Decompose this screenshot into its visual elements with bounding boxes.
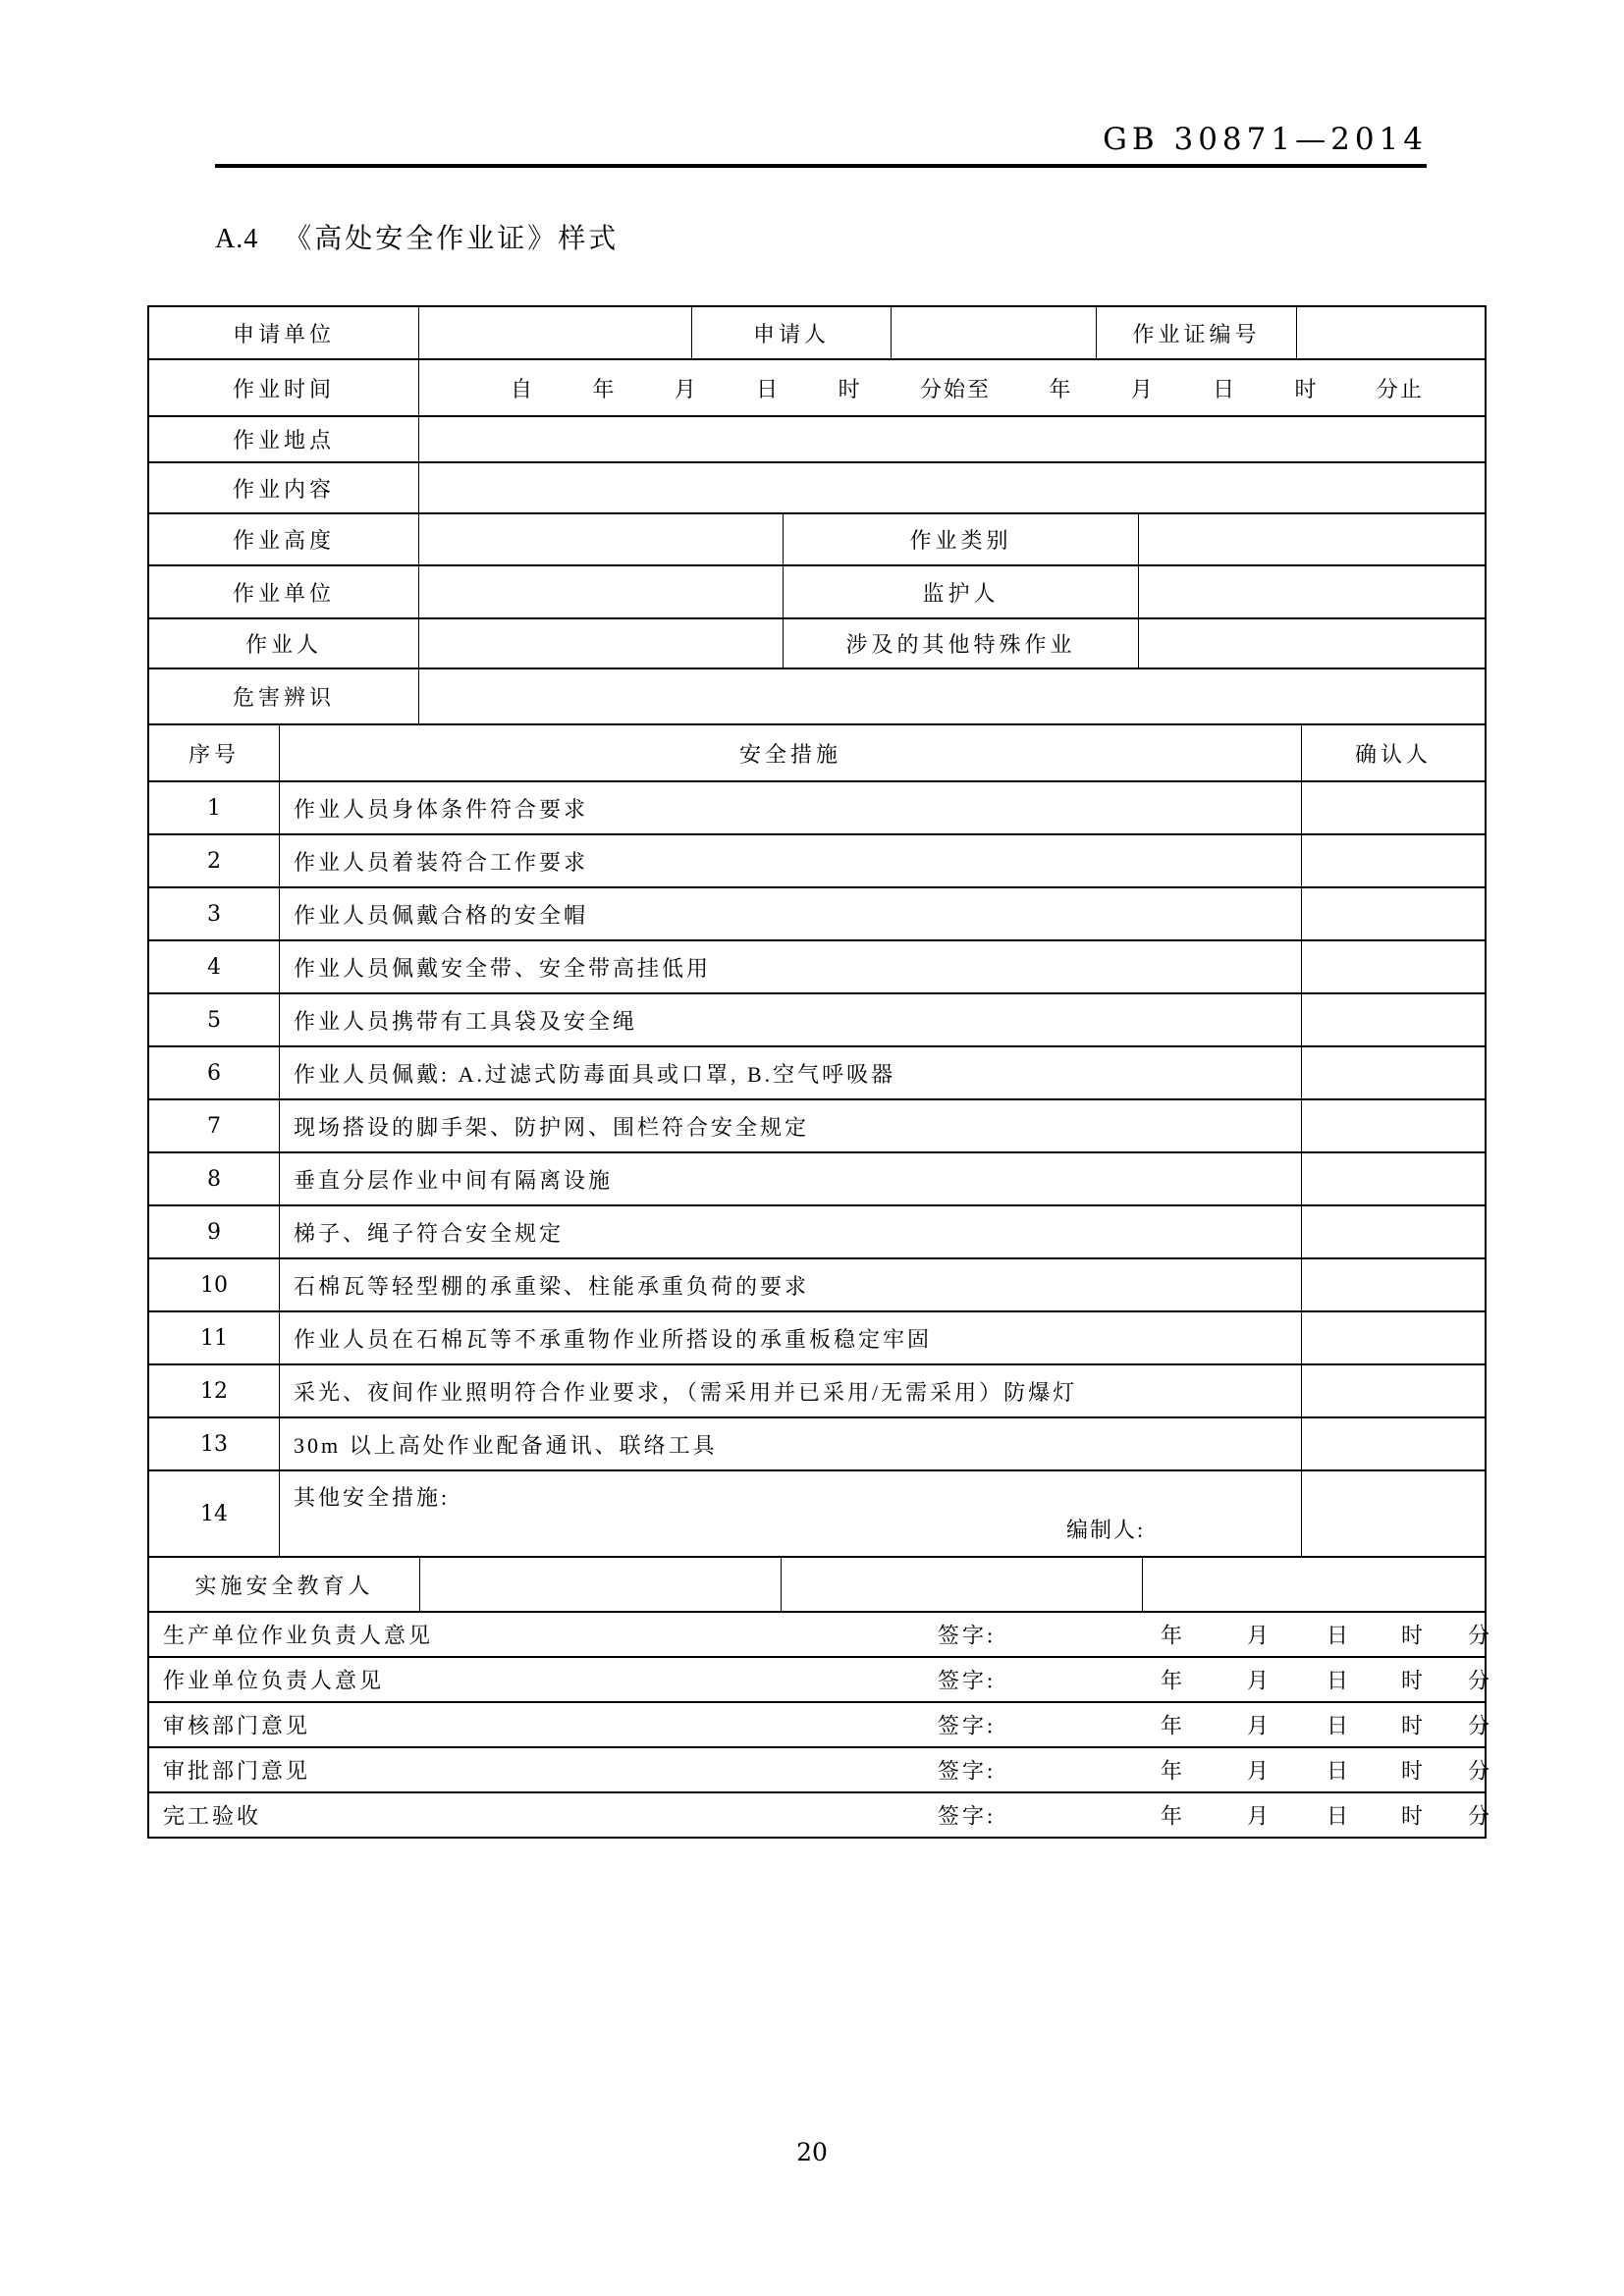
measure-row: [149, 939, 1485, 992]
applicant-label: 申请人: [691, 307, 891, 358]
measure-no: 4: [207, 954, 221, 980]
measure-confirm-cell: [1301, 835, 1485, 886]
date-part-minute: 分: [1468, 1668, 1493, 1693]
signoff-label: 审核部门意见: [163, 1713, 311, 1738]
measure-no: 3: [207, 901, 221, 927]
signoff-row: [149, 1611, 1493, 1656]
measure-row: [149, 1310, 1485, 1363]
date-part-month: 月: [1247, 1758, 1272, 1784]
section-title: [215, 217, 619, 256]
measure-row: [149, 1257, 1485, 1310]
signature-label: 签字:: [938, 1668, 997, 1693]
date-part-year: 年: [1161, 1668, 1186, 1693]
time-part: 月: [674, 376, 698, 401]
signoff-row: [149, 1656, 1493, 1701]
time-part: 时: [1294, 376, 1319, 401]
worker-value-cell: [418, 619, 783, 667]
safety-educator-value-cell: [781, 1558, 1142, 1611]
measure-row: [149, 1363, 1485, 1416]
row-work-unit: [149, 564, 1485, 617]
measure-confirm-cell: [1301, 1047, 1485, 1098]
signoff-label: 完工验收: [163, 1803, 262, 1829]
time-part: 日: [756, 376, 781, 401]
time-part: 分止: [1376, 376, 1424, 401]
date-part-month: 月: [1247, 1668, 1272, 1693]
measure-confirm-cell: [1301, 994, 1485, 1045]
signature-label: 签字:: [938, 1758, 997, 1784]
date-part-hour: 时: [1401, 1713, 1427, 1738]
time-part: 年: [592, 376, 617, 401]
worker-label: 作业人: [244, 632, 322, 657]
date-part-month: 月: [1247, 1713, 1272, 1738]
hazard-value-cell: [418, 669, 1485, 723]
date-part-hour: 时: [1401, 1623, 1427, 1648]
row-work-place: [149, 415, 1485, 461]
permit-form-table: [147, 305, 1493, 1839]
signoff-row: [149, 1791, 1493, 1837]
measure-text: 作业人员佩戴安全带、安全带高挂低用: [279, 941, 1301, 992]
measure-no: 5: [207, 1007, 221, 1033]
measure-no: 13: [200, 1431, 228, 1457]
signature-label: 签字:: [938, 1803, 997, 1829]
measure-no: 7: [207, 1113, 221, 1139]
measure-text: 垂直分层作业中间有隔离设施: [279, 1153, 1301, 1204]
measure-confirm-cell: [1301, 1206, 1485, 1257]
measure-confirm-cell: [1301, 1153, 1485, 1204]
measure-confirm-cell: [1301, 1418, 1485, 1469]
measure-text: 作业人员佩戴合格的安全帽: [279, 888, 1301, 939]
signoff-row: [149, 1746, 1493, 1791]
measure-row-other: [149, 1469, 1485, 1556]
work-place-value-cell: [418, 417, 1485, 461]
date-part-day: 日: [1326, 1803, 1352, 1829]
standard-number: GB 30871—2014: [1103, 122, 1428, 157]
signoff-label: 作业单位负责人意见: [163, 1668, 385, 1693]
date-part-day: 日: [1326, 1758, 1352, 1784]
guardian-label: 监护人: [783, 566, 1138, 617]
work-unit-label: 作业单位: [232, 580, 335, 606]
other-measures-label: 其他安全措施:: [294, 1485, 451, 1510]
signoff-row: [149, 1701, 1493, 1746]
work-unit-value-cell: [418, 566, 783, 617]
date-part-hour: 时: [1401, 1668, 1427, 1693]
work-time-label: 作业时间: [232, 376, 335, 401]
date-part-minute: 分: [1468, 1803, 1493, 1829]
measure-row: [149, 1045, 1485, 1098]
date-part-year: 年: [1161, 1713, 1186, 1738]
hazard-label: 危害辨识: [232, 685, 335, 710]
compiler-label: 编制人:: [1066, 1518, 1146, 1542]
header-rule: [215, 164, 1427, 168]
date-part-month: 月: [1247, 1803, 1272, 1829]
measure-no: 6: [207, 1060, 221, 1086]
section-number: A.4: [215, 224, 259, 254]
signoff-label: 审批部门意见: [163, 1758, 311, 1784]
col-no-header: 序号: [188, 741, 240, 767]
measure-row: [149, 1151, 1485, 1204]
date-part-day: 日: [1326, 1668, 1352, 1693]
time-part: 日: [1213, 376, 1237, 401]
work-place-label: 作业地点: [232, 428, 335, 453]
measure-text: 现场搭设的脚手架、防护网、围栏符合安全规定: [279, 1100, 1301, 1151]
safety-educator-value-cell: [419, 1558, 781, 1611]
date-part-year: 年: [1161, 1803, 1186, 1829]
work-content-label: 作业内容: [232, 476, 335, 502]
measure-row: [149, 992, 1485, 1045]
measure-text: 采光、夜间作业照明符合作业要求，（需采用并已采用/无需采用）防爆灯: [279, 1365, 1301, 1416]
measure-confirm-cell: [1301, 1312, 1485, 1363]
row-work-content: [149, 461, 1485, 512]
measure-text: 作业人员携带有工具袋及安全绳: [279, 994, 1301, 1045]
measure-confirm-cell: [1301, 888, 1485, 939]
measure-text: 石棉瓦等轻型棚的承重梁、柱能承重负荷的要求: [279, 1259, 1301, 1310]
permit-no-value-cell: [1296, 307, 1485, 358]
measure-no: 1: [207, 795, 221, 821]
other-measures-cell: [279, 1471, 1301, 1556]
measure-confirm-cell: [1301, 1100, 1485, 1151]
measure-confirm-cell: [1301, 1471, 1485, 1556]
measure-no: 10: [200, 1272, 228, 1298]
measure-row: [149, 1204, 1485, 1257]
date-part-year: 年: [1161, 1758, 1186, 1784]
measure-row: [149, 1098, 1485, 1151]
apply-unit-label: 申请单位: [232, 321, 335, 347]
row-worker: [149, 617, 1485, 667]
date-part-minute: 分: [1468, 1713, 1493, 1738]
work-category-value-cell: [1138, 514, 1485, 564]
measure-text: 30m 以上高处作业配备通讯、联络工具: [279, 1418, 1301, 1469]
date-part-minute: 分: [1468, 1758, 1493, 1784]
signoff-label: 生产单位作业负责人意见: [163, 1623, 434, 1648]
time-part: 月: [1130, 376, 1155, 401]
work-content-value-cell: [418, 463, 1485, 512]
row-safety-educator: [149, 1556, 1485, 1611]
other-special-work-value-cell: [1138, 619, 1485, 667]
measure-confirm-cell: [1301, 782, 1485, 833]
row-work-time: [149, 358, 1485, 415]
safety-educator-label: 实施安全教育人: [194, 1573, 374, 1598]
measure-row: [149, 886, 1485, 939]
row-apply: [149, 307, 1485, 358]
apply-unit-value-cell: [418, 307, 691, 358]
measure-no: 14: [200, 1501, 228, 1526]
row-work-height: [149, 512, 1485, 564]
measure-confirm-cell: [1301, 1259, 1485, 1310]
col-measure-header: 安全措施: [279, 725, 1301, 780]
time-part: 年: [1049, 376, 1073, 401]
col-confirmer-header: 确认人: [1301, 725, 1485, 780]
work-height-value-cell: [418, 514, 783, 564]
time-part: 分始至: [919, 376, 991, 401]
date-part-day: 日: [1326, 1713, 1352, 1738]
signature-label: 签字:: [938, 1713, 997, 1738]
date-part-hour: 时: [1401, 1803, 1427, 1829]
measure-text: 梯子、绳子符合安全规定: [279, 1206, 1301, 1257]
signature-label: 签字:: [938, 1623, 997, 1648]
time-part: 自: [511, 376, 535, 401]
measures-header-row: [149, 723, 1485, 780]
work-height-label: 作业高度: [232, 528, 335, 553]
date-part-hour: 时: [1401, 1758, 1427, 1784]
row-hazard: [149, 667, 1485, 723]
measure-text: 作业人员身体条件符合要求: [279, 782, 1301, 833]
applicant-value-cell: [891, 307, 1096, 358]
measure-no: 12: [200, 1378, 228, 1404]
measure-no: 8: [207, 1166, 221, 1192]
date-part-year: 年: [1161, 1623, 1186, 1648]
work-time-value-cell: [418, 360, 1485, 415]
measure-confirm-cell: [1301, 941, 1485, 992]
other-special-work-label: 涉及的其他特殊作业: [783, 619, 1138, 667]
permit-no-label: 作业证编号: [1096, 307, 1296, 358]
section-title-text: 《高处安全作业证》样式: [284, 224, 620, 254]
measure-row: [149, 780, 1485, 833]
date-part-day: 日: [1326, 1623, 1352, 1648]
measure-text: 作业人员佩戴: A.过滤式防毒面具或口罩, B.空气呼吸器: [279, 1047, 1301, 1098]
measure-text: 作业人员着装符合工作要求: [279, 835, 1301, 886]
safety-educator-value-cell: [1142, 1558, 1485, 1611]
time-part: 时: [838, 376, 862, 401]
measure-row: [149, 833, 1485, 886]
work-category-label: 作业类别: [783, 514, 1138, 564]
measure-no: 9: [207, 1219, 221, 1245]
date-part-minute: 分: [1468, 1623, 1493, 1648]
page-number: 20: [796, 2138, 828, 2166]
measure-confirm-cell: [1301, 1365, 1485, 1416]
date-part-month: 月: [1247, 1623, 1272, 1648]
measure-no: 2: [207, 848, 221, 874]
measure-no: 11: [200, 1325, 228, 1351]
measure-text: 作业人员在石棉瓦等不承重物作业所搭设的承重板稳定牢固: [279, 1312, 1301, 1363]
measure-row: [149, 1416, 1485, 1469]
guardian-value-cell: [1138, 566, 1485, 617]
